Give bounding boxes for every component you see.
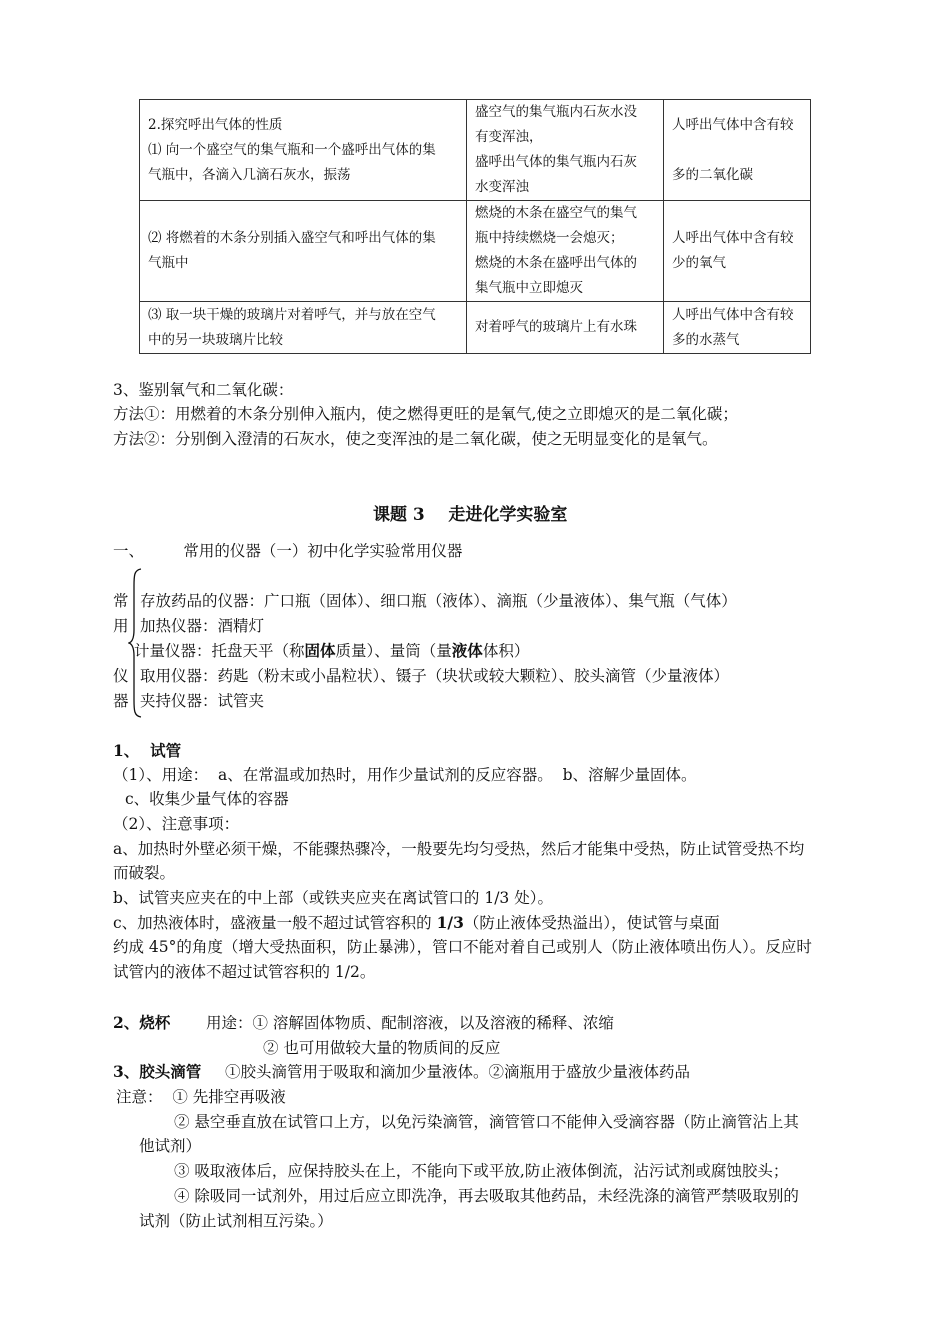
procedure-cell [140, 201, 467, 302]
cell-line: ⑴ 向一个盛空气的集气瓶和一个盛呼出气体的集 [148, 141, 436, 158]
instrument-item: 加热仪器：酒精灯 [140, 617, 265, 635]
cell-line: 有变浑浊， [475, 129, 543, 145]
cell-line: 瓶中持续燃烧一会熄灭； [475, 230, 624, 246]
procedure-cell [140, 100, 467, 201]
item-text: 计量仪器：托盘天平（称 [134, 642, 305, 660]
item-text-bold: 液体 [451, 641, 483, 660]
instrument-item: 夹持仪器：试管夹 [140, 692, 265, 710]
tube-note-a: 而破裂。 [113, 864, 176, 882]
note-text-bold: 1/3 [436, 913, 464, 932]
dropper-note-4: ④ 除吸同一试剂外，用过后应立即洗净，再去吸取其他药品，未经洗涤的滴管严禁吸取别的 [174, 1187, 799, 1205]
cell-line: 盛空气的集气瓶内石灰水没 [475, 104, 637, 120]
tube-note-a: a、加热时外壁必须干燥，不能骤热骤冷，一般要先均匀受热，然后才能集中受热，防止试管受热不均 [113, 840, 805, 858]
side-char: 用 [113, 617, 129, 635]
instrument-item [134, 639, 529, 663]
table-row [140, 100, 811, 201]
table-row [140, 201, 811, 302]
cell-line: 燃烧的木条在盛呼出气体的 [475, 255, 637, 271]
phenomenon-cell [467, 201, 664, 302]
side-char: 常 [113, 592, 129, 610]
note-text: c、加热液体时，盛液量一般不超过试管容积的 [113, 914, 437, 932]
item-text: 体积） [482, 642, 530, 660]
cell-line: 气瓶中，各滴入几滴石灰水，振荡 [148, 166, 351, 183]
side-char: 器 [113, 692, 129, 710]
tube-heading: 1、 试管 [113, 741, 182, 760]
tube-use-1: （1）、用途： a、在常温或加热时，用作少量试剂的反应容器。 b、溶解少量固体。 [113, 766, 697, 784]
tube-note-c: 试管内的液体不超过试管容积的 1/2。 [113, 963, 376, 981]
item-text-bold: 固体 [304, 641, 336, 660]
cell-line: 少的氧气 [672, 255, 726, 271]
dropper-note-4: 试剂（防止试剂相互污染。） [139, 1212, 333, 1230]
procedure-cell [140, 302, 467, 354]
tube-use-2: c、收集少量气体的容器 [125, 790, 289, 808]
beaker-use-2: ② 也可用做较大量的物质间的反应 [263, 1039, 501, 1057]
phenomenon-cell [467, 100, 664, 201]
cell-line [672, 138, 802, 162]
cell-line: ⑶ 取一块干燥的玻璃片对着呼气，并与放在空气 [148, 306, 436, 323]
method-2: 方法②：分别倒入澄清的石灰水，使之变浑浊的是二氧化碳，使之无明显变化的是氧气。 [113, 430, 718, 448]
instrument-item: 存放药品的仪器：广口瓶（固体）、细口瓶（液体）、滴瓶（少量液体）、集气瓶（气体） [140, 592, 737, 610]
cell-line: 集气瓶中立即熄灭 [475, 280, 583, 296]
tube-note-c [113, 911, 720, 935]
side-char: 仪 [113, 667, 129, 685]
page-title: 课题 3 走进化学实验室 [373, 505, 568, 525]
cell-line: 水变浑浊 [475, 179, 529, 195]
cell-line: 多的二氧化碳 [672, 167, 753, 183]
conclusion-cell [664, 201, 811, 302]
note-text: （防止液体受热溢出），使试管与桌面 [463, 914, 720, 932]
section-heading: 3、鉴别氧气和二氧化碳： [113, 381, 294, 399]
beaker-heading: 2、烧杯 [113, 1013, 171, 1032]
dropper-desc: ①胶头滴管用于吸取和滴加少量液体。②滴瓶用于盛放少量液体药品 [225, 1063, 691, 1081]
cell-line: 多的水蒸气 [672, 331, 740, 348]
tube-note-b: b、试管夹应夹在的中上部（或铁夹应夹在离试管口的 1/3 处）。 [113, 889, 553, 907]
table-row [140, 302, 811, 354]
conclusion-cell [664, 100, 811, 201]
tube-note-c: 约成 45°的角度（增大受热面积，防止暴沸），管口不能对着自己或别人（防止液体喷出伤人）。反应时 [113, 938, 812, 956]
conclusion-cell [664, 302, 811, 354]
dropper-note-2: ② 悬空垂直放在试管口上方，以免污染滴管，滴管管口不能伸入受滴容器（防止滴管沾上其 [174, 1113, 799, 1131]
cell-line: 盛呼出气体的集气瓶内石灰 [475, 154, 637, 170]
cell-line: 人呼出气体中含有较 [672, 230, 794, 246]
cell-line: 人呼出气体中含有较 [672, 306, 794, 323]
cell-line: 气瓶中 [148, 255, 189, 271]
method-1: 方法①：用燃着的木条分别伸入瓶内，使之燃得更旺的是氧气,使之立即熄灭的是二氧化碳； [113, 405, 738, 423]
cell-line: 燃烧的木条在盛空气的集气 [475, 205, 637, 221]
item-text: 质量）、量筒（量 [335, 642, 452, 660]
tube-note-heading: （2）、注意事项： [113, 815, 240, 833]
experiment-table [139, 99, 811, 354]
dropper-note-1: 注意： ① 先排空再吸液 [116, 1088, 286, 1106]
instrument-item: 取用仪器：药匙（粉末或小晶粒状）、镊子（块状或较大颗粒）、胶头滴管（少量液体） [140, 667, 730, 685]
beaker-use-1: 用途：① 溶解固体物质、配制溶液，以及溶液的稀释、浓缩 [206, 1014, 614, 1032]
cell-line: 中的另一块玻璃片比较 [148, 331, 283, 348]
phenomenon-cell [467, 302, 664, 354]
cell-line: ⑵ 将燃着的木条分别插入盛空气和呼出气体的集 [148, 230, 436, 246]
cell-line: 人呼出气体中含有较 [672, 117, 794, 133]
part-heading: 一、 常用的仪器（一）初中化学实验常用仪器 [113, 542, 463, 560]
cell-line: 2.探究呼出气体的性质 [148, 116, 283, 133]
dropper-heading: 3、胶头滴管 [113, 1062, 202, 1081]
dropper-note-2: 他试剂） [139, 1137, 202, 1155]
cell-line: 对着呼气的玻璃片上有水珠 [475, 319, 637, 335]
dropper-note-3: ③ 吸取液体后，应保持胶头在上，不能向下或平放,防止液体倒流，沾污试剂或腐蚀胶头； [174, 1162, 789, 1180]
